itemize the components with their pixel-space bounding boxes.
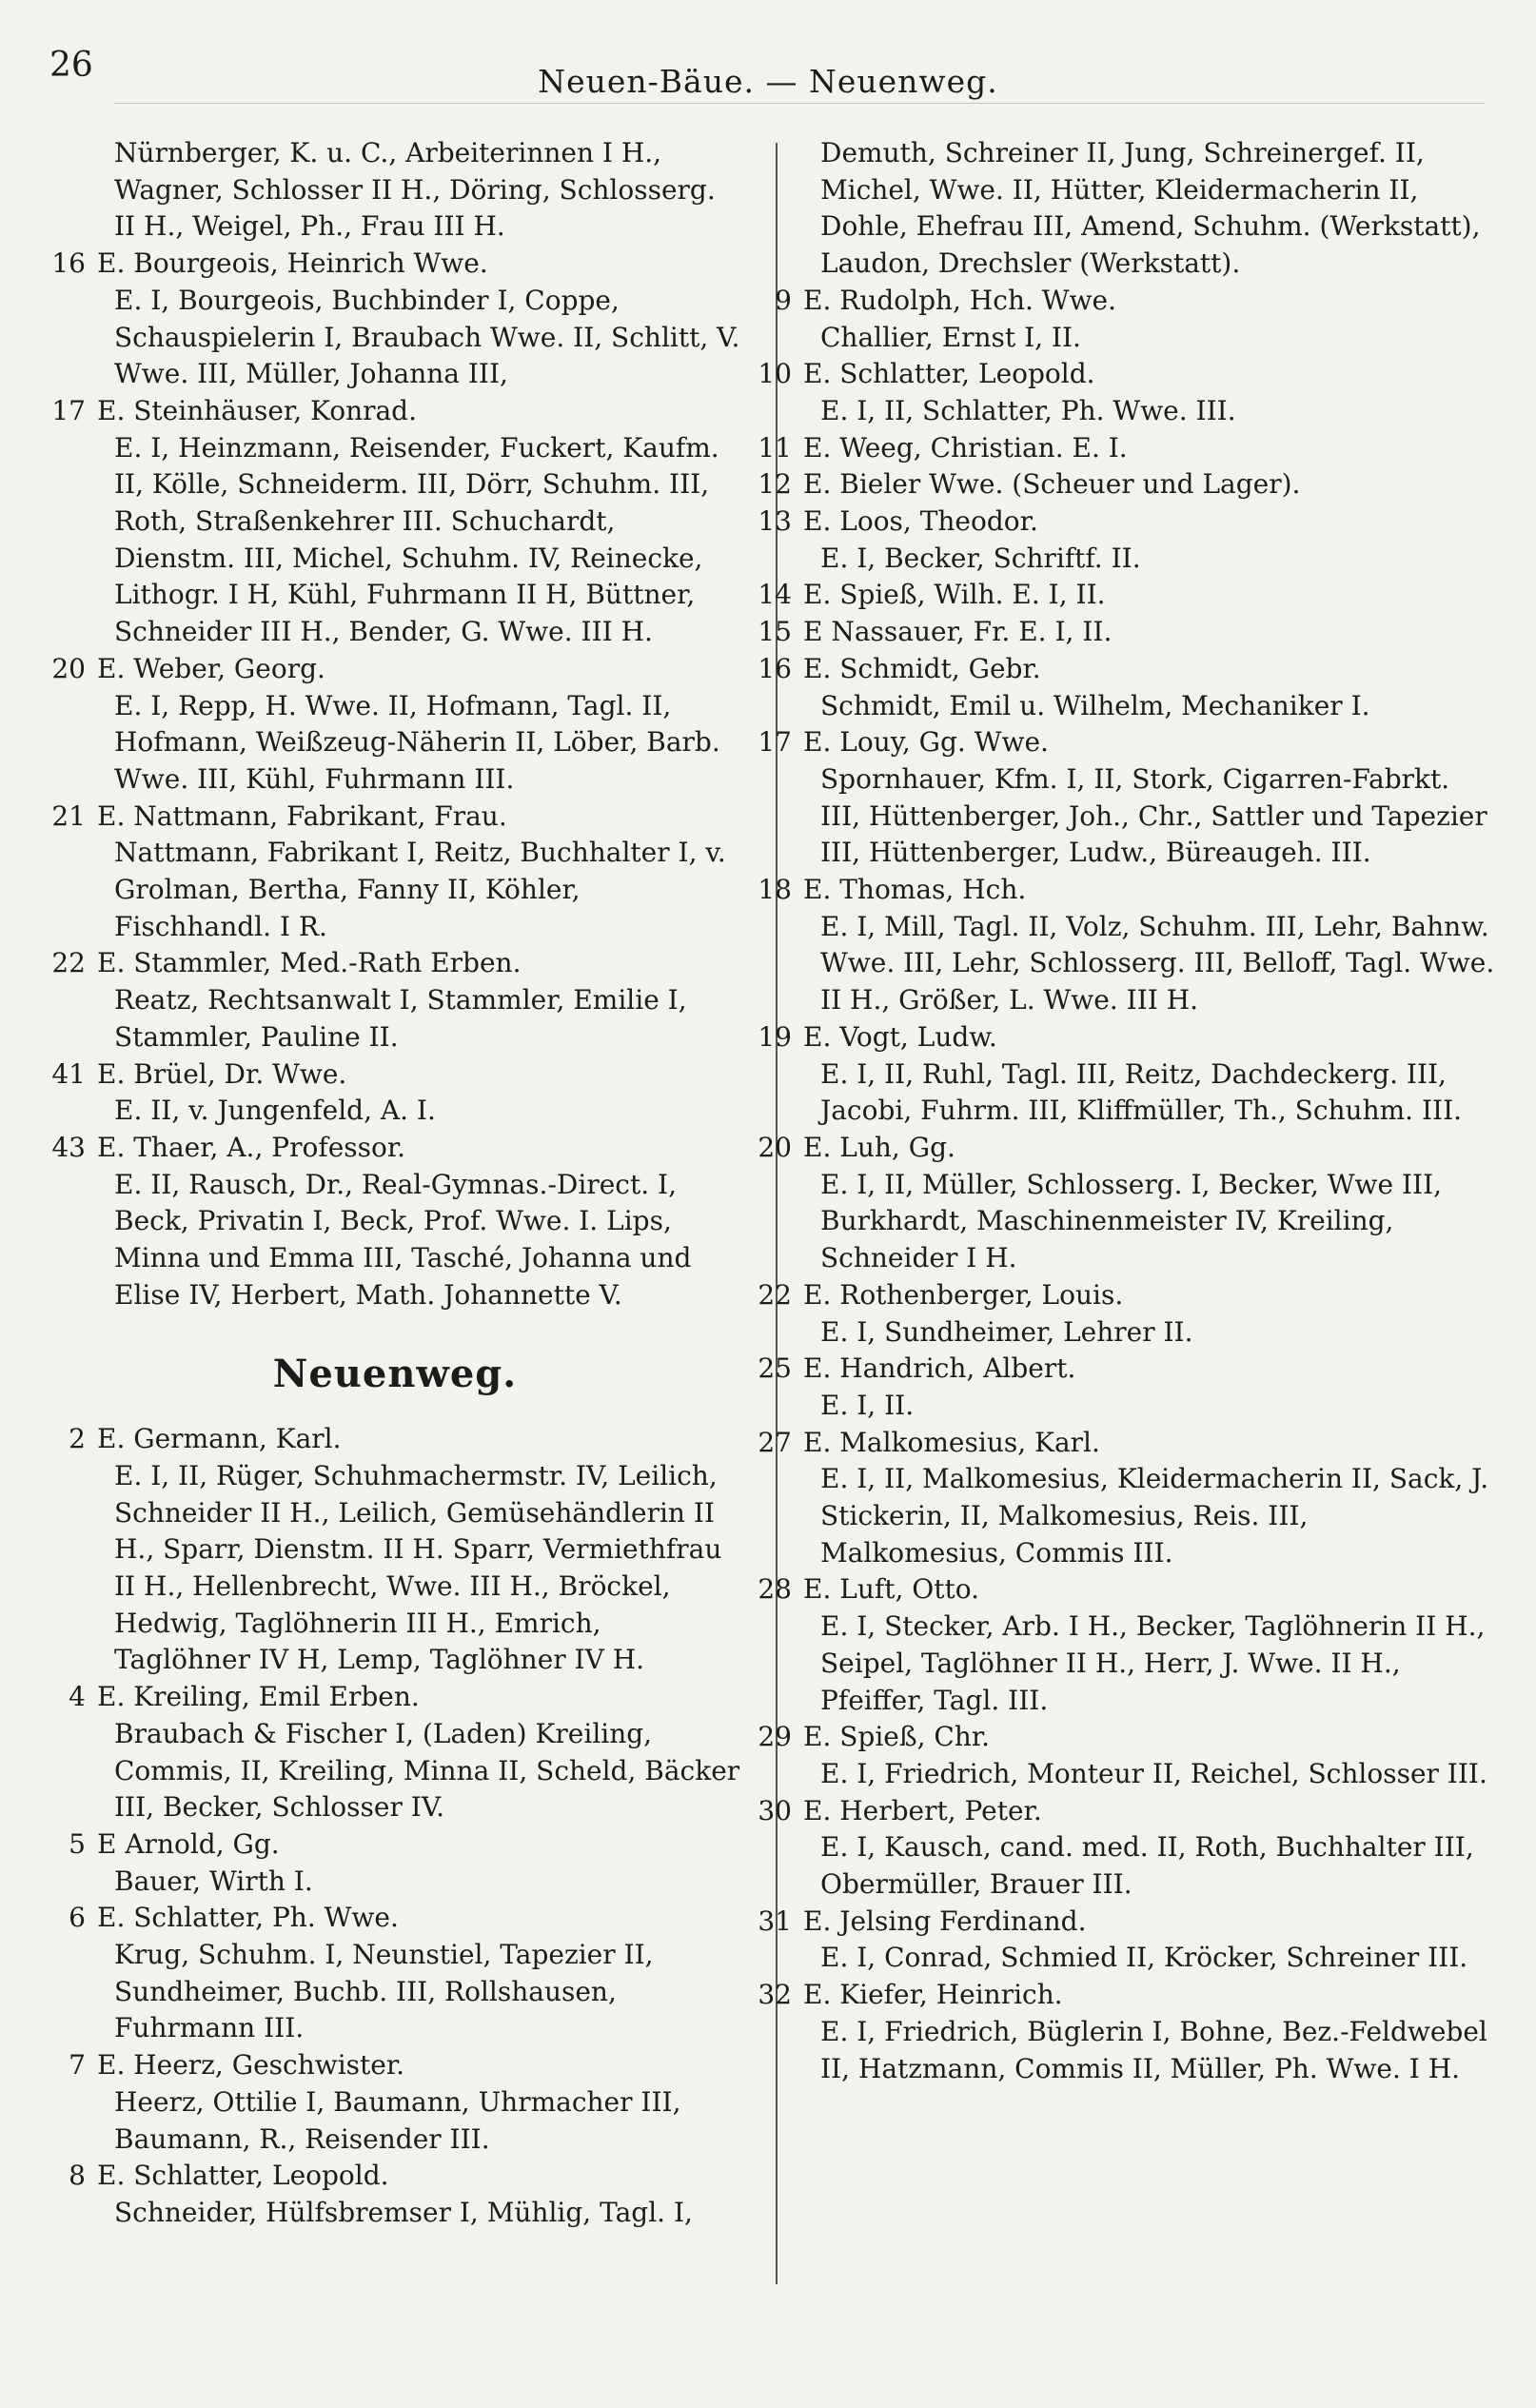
entry-body xyxy=(803,503,1496,577)
owner-name: E. Spieß, Wilh. E. I, II. xyxy=(803,579,1106,611)
house-number: 31 xyxy=(758,1905,792,1937)
house-entry xyxy=(754,1425,1496,1572)
owner-name: E. Bieler Wwe. (Scheuer und Lager). xyxy=(803,468,1301,501)
tenant-list: E. I, Repp, H. Wwe. II, Hofmann, Tagl. II, Hofmann, Weißzeug-Näherin II, Löber, Barb. Wwe. III, Kühl, Fuhrmann III. xyxy=(114,689,720,795)
house-entry xyxy=(48,1130,742,1314)
entry-body xyxy=(803,1351,1496,1424)
house-number: 28 xyxy=(758,1573,792,1606)
house-number: 8 xyxy=(69,2160,86,2192)
house-number: 17 xyxy=(758,726,792,759)
tenant-list: E. I, Becker, Schriftf. II. xyxy=(820,542,1141,574)
house-entry xyxy=(754,872,1496,1019)
tenant-list: E. I, II, Schlatter, Ph. Wwe. III. xyxy=(820,394,1236,426)
owner-name: E. Schlatter, Leopold. xyxy=(97,2160,389,2192)
entry-list xyxy=(48,1421,742,2231)
entry-body xyxy=(803,1571,1496,1719)
house-entry xyxy=(754,1719,1496,1792)
house-entry xyxy=(754,430,1496,467)
house-number: 30 xyxy=(758,1794,792,1826)
tenant-list: Heerz, Ottilie I, Baumann, Uhrmacher III, Baumann, R., Reisender III. xyxy=(114,2085,681,2155)
owner-name: E. Louy, Gg. Wwe. xyxy=(803,726,1049,759)
tenant-list: Challier, Ernst I, II. xyxy=(820,321,1081,353)
entry-body xyxy=(97,1900,742,2047)
owner-name: E. Malkomesius, Karl. xyxy=(803,1426,1100,1458)
header-rule xyxy=(114,103,1485,104)
house-number: 14 xyxy=(758,579,792,611)
owner-name: E Arnold, Gg. xyxy=(97,1827,280,1860)
street-heading: Neuenweg. xyxy=(272,1351,518,1396)
tenant-list: E. I, II, Rüger, Schuhmachermstr. IV, Leilich, Schneider II H., Leilich, Gemüsehändlerin II H., Sparr, Dienstm. II H. Sparr, Vermiethfrau II H., Hellenbrecht, Wwe. III H., Bröckel, Hedwig, Taglöhnerin III H., Emrich, Taglöhner IV H, Lemp, Taglöhner IV H. xyxy=(114,1459,722,1676)
left-column xyxy=(48,135,742,2232)
house-entry xyxy=(754,356,1496,429)
owner-name: E. Vogt, Ludw. xyxy=(803,1020,997,1053)
house-entry xyxy=(754,283,1496,356)
entry-body xyxy=(97,2047,742,2158)
tenant-list: E. I, II, Malkomesius, Kleidermacherin II, Sack, J. Stickerin, II, Malkomesius, Reis. III, Malkomesius, Commis III. xyxy=(820,1463,1489,1569)
house-entry xyxy=(48,1679,742,1826)
owner-name: E. Rothenberger, Louis. xyxy=(803,1278,1124,1311)
entry-body xyxy=(803,577,1496,614)
house-entry xyxy=(754,1977,1496,2087)
house-entry xyxy=(754,724,1496,872)
house-number: 11 xyxy=(758,431,792,464)
house-number: 20 xyxy=(51,652,86,684)
tenant-list: E. I, II, Ruhl, Tagl. III, Reitz, Dachdeckerg. III, Jacobi, Fuhrm. III, Kliffmüller, Th., Schuhm. III. xyxy=(820,1057,1463,1127)
owner-name: E. Luh, Gg. xyxy=(803,1131,955,1163)
house-number: 20 xyxy=(758,1131,792,1163)
entry-body xyxy=(803,356,1496,429)
entry-body xyxy=(97,799,742,946)
tenant-list: Bauer, Wirth I. xyxy=(114,1865,313,1897)
owner-name: E. Luft, Otto. xyxy=(803,1573,980,1606)
house-entry xyxy=(48,1826,742,1900)
owner-name: E. Spieß, Chr. xyxy=(803,1721,991,1753)
owner-name: E. Stammler, Med.-Rath Erben. xyxy=(97,947,522,979)
owner-name: E. Herbert, Peter. xyxy=(803,1794,1042,1826)
entry-body xyxy=(803,1425,1496,1572)
house-number: 10 xyxy=(758,358,792,390)
entry-body xyxy=(803,614,1496,651)
house-entry xyxy=(754,1904,1496,1977)
continuation-text: Demuth, Schreiner II, Jung, Schreinergef. II, Michel, Wwe. II, Hütter, Kleidermacherin II, Dohle, Ehefrau III, Amend, Schuhm. (Werkstatt), Laudon, Drechsler (Werkstatt). xyxy=(820,137,1481,280)
house-entry xyxy=(754,614,1496,651)
tenant-list: Nattmann, Fabrikant I, Reitz, Buchhalter I, v. Grolman, Bertha, Fanny II, Köhler, Fischhandl. I R. xyxy=(114,837,726,942)
house-number: 21 xyxy=(51,799,86,832)
tenant-list: E. I, II, Müller, Schlosserg. I, Becker, Wwe III, Burkhardt, Maschinenmeister IV, Kreiling, Schneider I H. xyxy=(820,1168,1443,1274)
entry-body xyxy=(97,246,742,393)
tenant-list: E. I, Friedrich, Büglerin I, Bohne, Bez.-Feldwebel II, Hatzmann, Commis II, Müller, Ph. Wwe. I H. xyxy=(820,2015,1487,2084)
entry-body xyxy=(803,1019,1496,1130)
tenant-list: E. I, Friedrich, Monteur II, Reichel, Schlosser III. xyxy=(820,1757,1487,1789)
entry-body xyxy=(803,1904,1496,1977)
house-entry xyxy=(754,1019,1496,1130)
tenant-list: E. I, II. xyxy=(820,1389,915,1421)
owner-name: E. Kiefer, Heinrich. xyxy=(803,1979,1063,2011)
house-number: 19 xyxy=(758,1020,792,1053)
entry-body xyxy=(97,651,742,799)
house-entry xyxy=(754,651,1496,724)
entry-body xyxy=(97,1056,742,1130)
house-number: 15 xyxy=(758,616,792,648)
house-number: 16 xyxy=(758,652,792,684)
owner-name: E. Rudolph, Hch. Wwe. xyxy=(803,284,1116,316)
house-entry xyxy=(48,651,742,799)
house-entry xyxy=(48,2158,742,2231)
house-number: 25 xyxy=(758,1352,792,1385)
right-column xyxy=(754,135,1496,2087)
owner-name: E. Heerz, Geschwister. xyxy=(97,2049,405,2082)
house-number: 17 xyxy=(51,394,86,426)
tenant-list: E. I, Sundheimer, Lehrer II. xyxy=(820,1315,1193,1348)
page-number: 26 xyxy=(49,46,93,85)
tenant-list: E. I, Kausch, cand. med. II, Roth, Buchhalter III, Obermüller, Brauer III. xyxy=(820,1831,1474,1901)
house-entry xyxy=(48,945,742,1056)
tenant-list: E. II, Rausch, Dr., Real-Gymnas.-Direct. I, Beck, Privatin I, Beck, Prof. Wwe. I. Lips, Minna und Emma III, Tasché, Johanna und Elise IV, Herbert, Math. Johannette V. xyxy=(114,1168,692,1311)
house-number: 7 xyxy=(69,2049,86,2082)
house-number: 5 xyxy=(69,1827,86,1860)
entry-body xyxy=(803,724,1496,872)
tenant-list: Reatz, Rechtsanwalt I, Stammler, Emilie I, Stammler, Pauline II. xyxy=(114,984,687,1053)
house-number: 9 xyxy=(775,284,792,316)
tenant-list: E. I, Heinzmann, Reisender, Fuckert, Kaufm. II, Kölle, Schneiderm. III, Dörr, Schuhm. III, Roth, Straßenkehrer III. Schuchardt, Dienstm. III, Michel, Schuhm. IV, Reinecke, Lithogr. I H, Kühl, Fuhrmann II H, Büttner, Schneider III H., Bender, G. Wwe. III H. xyxy=(114,431,719,648)
house-entry xyxy=(754,577,1496,614)
continuation-text: Nürnberger, K. u. C., Arbeiterinnen I H., Wagner, Schlosser II H., Döring, Schlosserg. II H., Weigel, Ph., Frau III H. xyxy=(114,137,716,243)
house-entry xyxy=(48,799,742,946)
entry-list xyxy=(48,246,742,1313)
house-number: 22 xyxy=(758,1278,792,1311)
tenant-list: E. II, v. Jungenfeld, A. I. xyxy=(114,1095,436,1127)
owner-name: E. Nattmann, Fabrikant, Frau. xyxy=(97,799,507,832)
owner-name: E. Loos, Theodor. xyxy=(803,505,1038,538)
house-entry xyxy=(48,246,742,393)
entry-body xyxy=(97,1679,742,1826)
tenant-list: Schneider, Hülfsbremser I, Mühlig, Tagl. I, xyxy=(114,2196,693,2228)
entry-body xyxy=(803,430,1496,467)
house-entry xyxy=(48,2047,742,2158)
house-number: 6 xyxy=(69,1902,86,1934)
owner-name: E. Weeg, Christian. E. I. xyxy=(803,431,1128,464)
house-entry xyxy=(48,1421,742,1679)
tenant-list: E. I, Conrad, Schmied II, Kröcker, Schreiner III. xyxy=(820,1942,1468,1974)
owner-name: E. Germann, Karl. xyxy=(97,1423,342,1455)
house-number: 43 xyxy=(51,1131,86,1163)
entry-list xyxy=(754,283,1496,2087)
owner-name: E Nassauer, Fr. E. I, II. xyxy=(803,616,1113,648)
house-entry xyxy=(754,1277,1496,1351)
tenant-list: E. I, Stecker, Arb. I H., Becker, Taglöhnerin II H., Seipel, Taglöhner II H., Herr, J. Wwe. II H., Pfeiffer, Tagl. III. xyxy=(820,1610,1486,1716)
tenant-list: Schmidt, Emil u. Wilhelm, Mechaniker I. xyxy=(820,689,1370,721)
house-entry xyxy=(754,1793,1496,1904)
house-number: 2 xyxy=(69,1423,86,1455)
entry-body xyxy=(97,393,742,651)
house-number: 18 xyxy=(758,874,792,906)
owner-name: E. Schlatter, Ph. Wwe. xyxy=(97,1902,399,1934)
owner-name: E. Kreiling, Emil Erben. xyxy=(97,1681,420,1713)
owner-name: E. Bourgeois, Heinrich Wwe. xyxy=(97,247,488,280)
entry-body xyxy=(803,1277,1496,1351)
running-head: Neuen-Bäue. — Neuenweg. xyxy=(538,63,998,100)
house-entry xyxy=(754,1571,1496,1719)
entry-body xyxy=(803,466,1496,503)
house-number: 13 xyxy=(758,505,792,538)
house-number: 16 xyxy=(51,247,86,280)
entry-body xyxy=(803,1793,1496,1904)
house-number: 29 xyxy=(758,1721,792,1753)
house-number: 4 xyxy=(69,1681,86,1713)
entry-body xyxy=(803,1130,1496,1277)
tenant-list: Braubach & Fischer I, (Laden) Kreiling, Commis, II, Kreiling, Minna II, Scheld, Bäcker III, Becker, Schlosser IV. xyxy=(114,1717,740,1824)
house-number: 41 xyxy=(51,1057,86,1090)
entry-body xyxy=(97,1130,742,1314)
house-number: 22 xyxy=(51,947,86,979)
owner-name: E. Handrich, Albert. xyxy=(803,1352,1076,1385)
house-entry xyxy=(48,1056,742,1130)
entry-body xyxy=(97,2158,742,2231)
house-entry xyxy=(754,1351,1496,1424)
owner-name: E. Schlatter, Leopold. xyxy=(803,358,1095,390)
house-entry xyxy=(48,393,742,651)
tenant-list: Spornhauer, Kfm. I, II, Stork, Cigarren-Fabrkt. III, Hüttenberger, Joh., Chr., Sattler und Tapezier III, Hüttenberger, Ludw., Büreaugeh. III. xyxy=(820,762,1487,869)
owner-name: E. Brüel, Dr. Wwe. xyxy=(97,1057,347,1090)
entry-body xyxy=(803,1977,1496,2087)
owner-name: E. Weber, Georg. xyxy=(97,652,325,684)
owner-name: E. Steinhäuser, Konrad. xyxy=(97,394,417,426)
owner-name: E. Thaer, A., Professor. xyxy=(97,1131,406,1163)
tenant-list: Krug, Schuhm. I, Neunstiel, Tapezier II, Sundheimer, Buchb. III, Rollshausen, Fuhrmann III. xyxy=(114,1939,654,2044)
house-entry xyxy=(754,503,1496,577)
house-entry xyxy=(48,1900,742,2047)
house-number: 12 xyxy=(758,468,792,501)
entry-body xyxy=(803,872,1496,1019)
entry-body xyxy=(97,1421,742,1679)
tenant-list: E. I, Mill, Tagl. II, Volz, Schuhm. III, Lehr, Bahnw. Wwe. III, Lehr, Schlosserg. III, Belloff, Tagl. Wwe. II H., Größer, L. Wwe. III H. xyxy=(820,910,1495,1016)
entry-body xyxy=(803,283,1496,356)
house-entry xyxy=(754,1130,1496,1277)
house-number: 32 xyxy=(758,1979,792,2011)
entry-body xyxy=(803,1719,1496,1792)
house-number: 27 xyxy=(758,1426,792,1458)
owner-name: E. Jelsing Ferdinand. xyxy=(803,1905,1087,1937)
owner-name: E. Schmidt, Gebr. xyxy=(803,652,1041,684)
tenant-list: E. I, Bourgeois, Buchbinder I, Coppe, Schauspielerin I, Braubach Wwe. II, Schlitt, V. Wwe. III, Müller, Johanna III, xyxy=(114,284,740,390)
entry-body xyxy=(803,651,1496,724)
owner-name: E. Thomas, Hch. xyxy=(803,874,1027,906)
entry-body xyxy=(97,945,742,1056)
entry-body xyxy=(97,1826,742,1900)
house-entry xyxy=(754,466,1496,503)
